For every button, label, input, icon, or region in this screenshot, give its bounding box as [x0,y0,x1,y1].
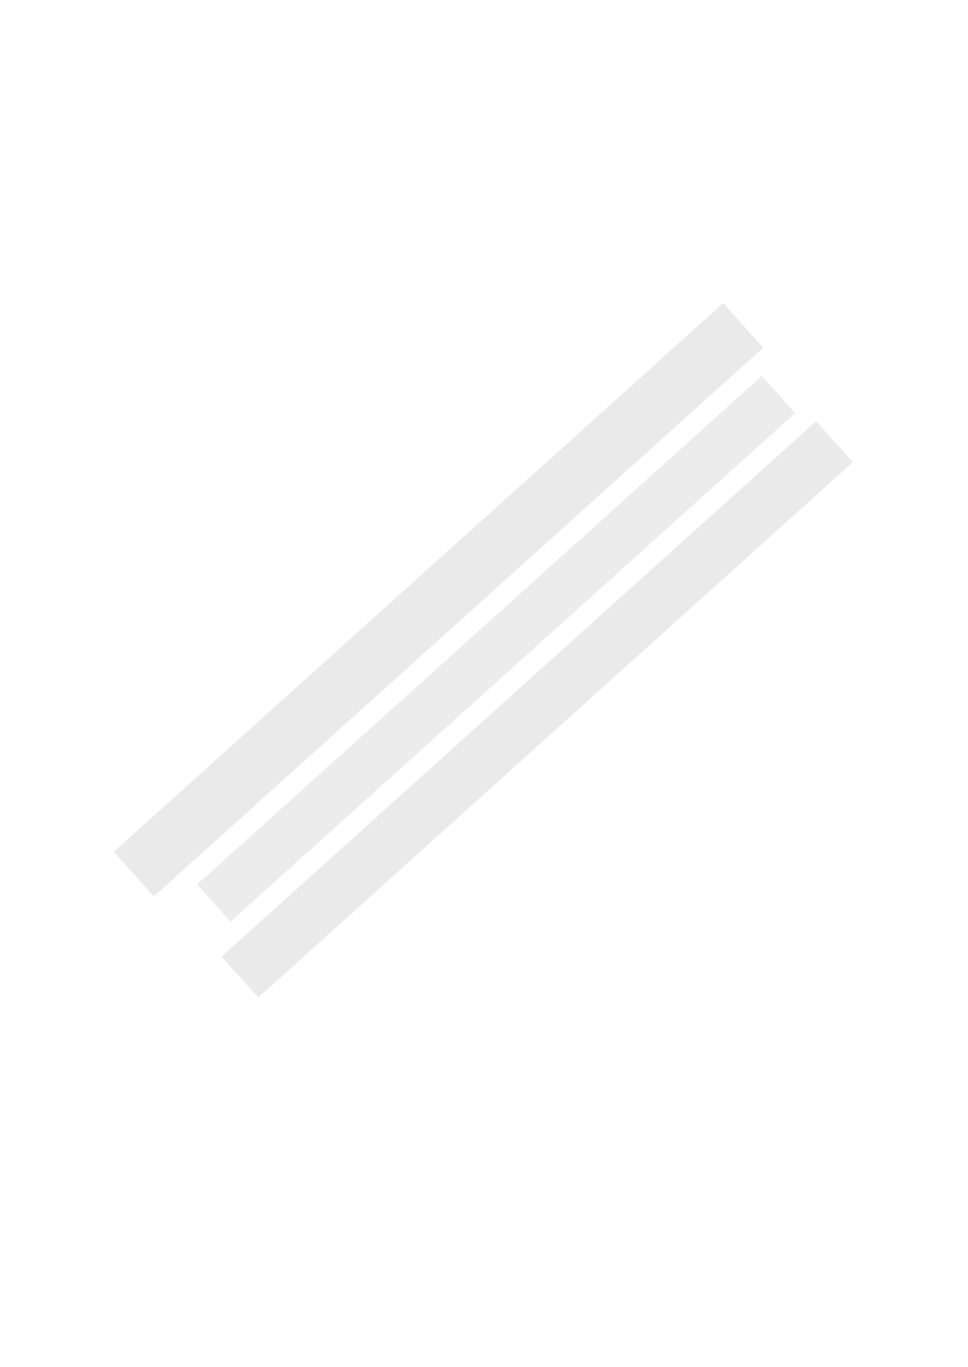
watermark [70,220,920,1120]
